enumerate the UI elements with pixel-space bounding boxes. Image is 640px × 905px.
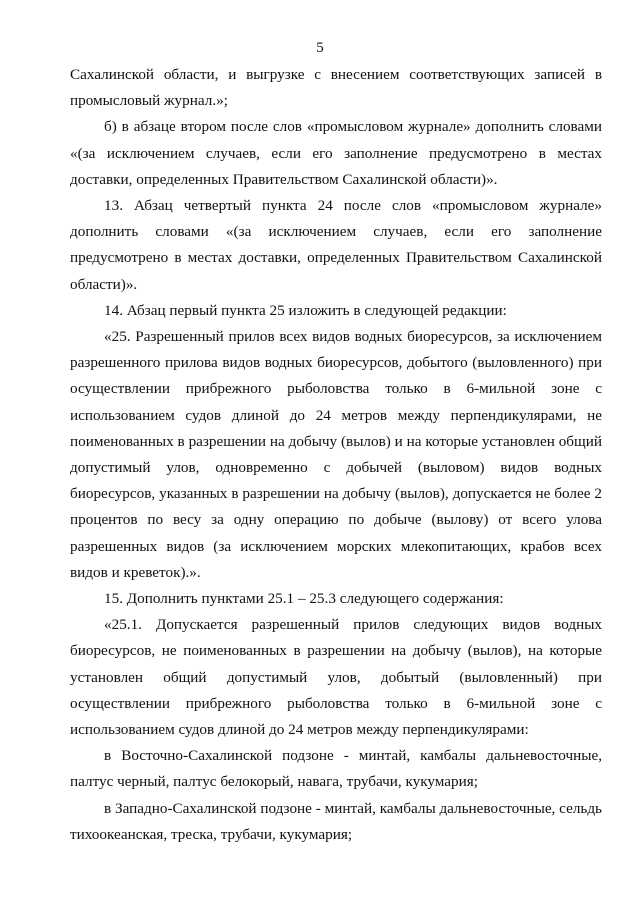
document-body [70, 62, 602, 848]
paragraph-item-14: 14. Абзац первый пункта 25 изложить в следующей редакции: [104, 301, 507, 319]
paragraph-east-sakhalin-subzone: в Восточно-Сахалинской подзоне - минтай, камбалы дальневосточные, палтус черный, палтус белокорый, навага, трубачи, кукумария; [70, 747, 602, 791]
paragraph-clause-25: «25. Разрешенный прилов всех видов водных биоресурсов, за исключением разрешенного прилова видов водных биоресурсов, добытого (выловленного) при осуществлении прибрежного рыболовства только в 6-мильной зоне с использованием судов длиной до 24 метров между перпендикулярами, не поименованных в разрешении на добычу (вылов) и на которые установлен общий допустимый улов, одновременно с добычей (выловом) видов водных биоресурсов, указанных в разрешении на добычу (вылов), допускается не более 2 процентов по весу за одну операцию по добыче (вылову) от всего улова разрешенных видов (за исключением морских млекопитающих, крабов всех видов и креветок).». [70, 328, 602, 581]
paragraph-item-b: б) в абзаце втором после слов «промысловом журнале» дополнить словами «(за исключением случаев, если его заполнение предусмотрено в местах доставки, определенных Правительством Сахалинской области)». [70, 118, 602, 188]
paragraph-continuation: Сахалинской области, и выгрузке с внесением соответствующих записей в промысловый журнал.»; [70, 66, 602, 110]
paragraph-item-15: 15. Дополнить пунктами 25.1 – 25.3 следующего содержания: [104, 590, 504, 608]
paragraph-item-13: 13. Абзац четвертый пункта 24 после слов «промысловом журнале» дополнить словами «(за исключением случаев, если его заполнение предусмотрено в местах доставки, определенных Правительством Сахалинской области)». [70, 197, 602, 293]
paragraph-west-sakhalin-subzone: в Западно-Сахалинской подзоне - минтай, камбалы дальневосточные, сельдь тихоокеанская, треска, трубачи, кукумария; [70, 799, 602, 843]
page-number: 5 [316, 40, 324, 56]
paragraph-clause-25-1: «25.1. Допускается разрешенный прилов следующих видов водных биоресурсов, не поименованных в разрешении на добычу (вылов), на которые установлен общий допустимый улов, добытый (выловленный) при осуществлении прибрежного рыболовства только в 6-мильной зоне с использованием судов длиной до 24 метров между перпендикулярами: [70, 616, 602, 739]
